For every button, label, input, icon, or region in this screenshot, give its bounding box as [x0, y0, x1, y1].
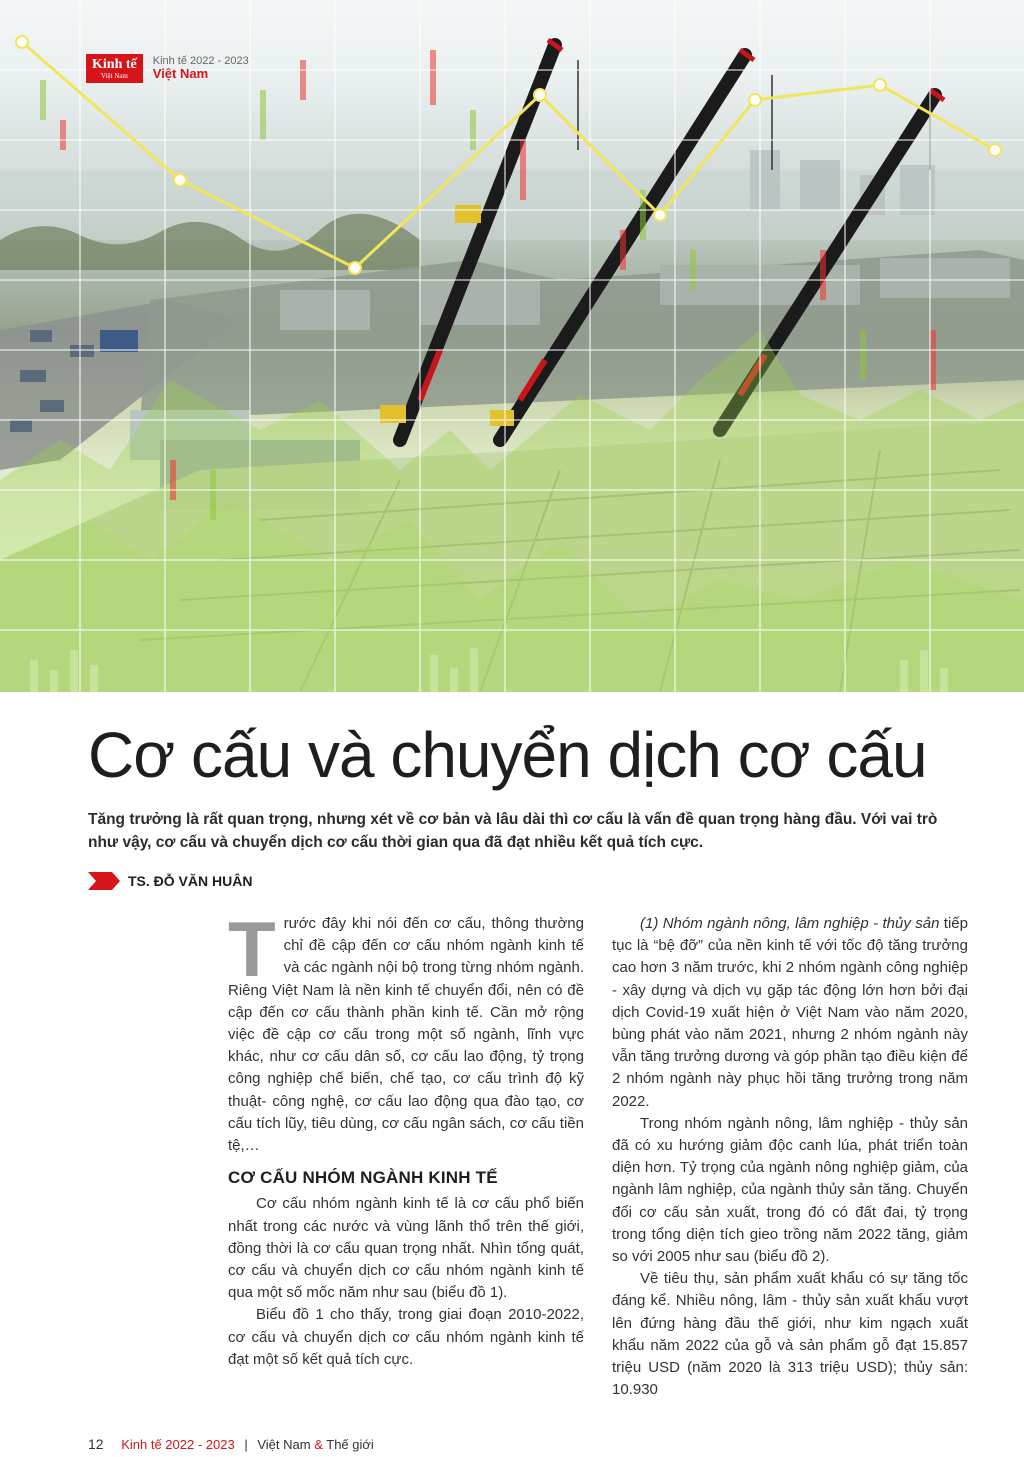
magazine-brand	[86, 54, 249, 83]
paragraph: Cơ cấu nhóm ngành kinh tế là cơ cấu phổ biến nhất trong các nước và vùng lãnh thổ trên thế giới, đồng thời là cơ cấu quan trọng nhất. Nhìn tổng quát, cơ cấu và chuyển dịch cơ cấu nhóm ngành kinh tế qua một số mốc năm như sau (biểu đồ 1).	[228, 1195, 584, 1302]
paragraph-text: tiếp tục là “bệ đỡ” của nền kinh tế với tốc độ tăng trưởng cao hơn 3 năm trước, khi 2 nhóm ngành công nghiệp - xây dựng và dịch vụ gặp tác động lớn hơn bởi đại dịch Covid-19 xuất hiện ở Việt Nam vào năm 2020, bùng phát vào năm 2021, nhưng 2 nhóm ngành này vẫn tăng trưởng dương và góp phần tạo điều kiện để 2 nhóm ngành này phục hồi tăng trưởng trong năm 2022.	[612, 915, 968, 1110]
page-footer	[88, 1436, 374, 1452]
author-name: TS. ĐỖ VĂN HUÂN	[128, 873, 253, 889]
article-title: Cơ cấu và chuyển dịch cơ cấu	[88, 719, 927, 791]
section-heading: CƠ CẤU NHÓM NGÀNH KINH TẾ	[228, 1168, 498, 1188]
logo-line2: Việt Nam	[100, 72, 128, 80]
page-number: 12	[88, 1436, 104, 1452]
country-label: Việt Nam	[152, 66, 209, 82]
footer-section-b: Thế giới	[326, 1437, 374, 1452]
hero-image	[0, 0, 1024, 692]
intro-text: rước đây khi nói đến cơ cấu, thông thường chỉ đề cập đến cơ cấu nhóm ngành kinh tế và các ngành nội bộ trong từng nhóm ngành. Riêng Việt Nam là nền kinh tế chuyển đổi, nên có đề cập đến cơ cấu thành phần kinh tế. Cần mở rộng việc đề cập cơ cấu trong một số ngành, lĩnh vực khác, như cơ cấu dân số, cơ cấu lao động, tỷ trọng công nghiệp chế biến, chế tạo, cơ cấu trình độ kỹ thuật- công nghệ, cơ cấu lao động qua đào tạo, cơ cấu tích lũy, tiêu dùng, cơ cấu ngân sách, cơ cấu tiền tệ,…	[228, 915, 584, 1155]
arrow-icon	[88, 872, 120, 890]
column-left	[228, 905, 584, 1371]
italic-lead-in: (1) Nhóm ngành nông, lâm nghiệp - thủy sản	[640, 915, 940, 932]
footer-magazine: Kinh tế 2022 - 2023	[121, 1437, 235, 1452]
logo-line1: Kinh tế	[92, 57, 137, 72]
paragraph: Biểu đồ 1 cho thấy, trong giai đoạn 2010-2022, cơ cấu và chuyển dịch cơ cấu nhóm ngành kinh tế đạt một số kết quả tích cực.	[228, 1306, 584, 1368]
magazine-logo	[86, 54, 143, 83]
column-right	[612, 913, 968, 1401]
hero-illustration	[0, 0, 1024, 692]
paragraph	[612, 913, 968, 1113]
issue-label: Kinh tế 2022 - 2023	[152, 55, 249, 68]
paragraph: Về tiêu thụ, sản phẩm xuất khẩu có sự tăng tốc đáng kể. Nhiều nông, lâm - thủy sản xuất khẩu vượt lên đứng hàng đầu thế giới, như kim ngạch xuất khẩu năm 2022 của gỗ và sản phẩm gỗ đạt 15.857 triệu USD (năm 2020 là 313 triệu USD); thủy sản: 10.930	[612, 1270, 968, 1399]
byline	[88, 872, 252, 890]
paragraph-intro	[228, 905, 584, 1157]
brand-text	[153, 55, 249, 81]
footer-amp: &	[314, 1437, 323, 1452]
footer-section-a: Việt Nam	[257, 1437, 311, 1452]
paragraph: Trong nhóm ngành nông, lâm nghiệp - thủy sản đã có xu hướng giảm độc canh lúa, phát triển toàn diện hơn. Tỷ trọng của ngành nông nghiệp giảm, của ngành lâm nghiệp, của ngành thủy sản tăng. Chuyển đổi cơ cấu sản xuất, trong đó có đất đai, tỷ trọng trong tổng diện tích gieo trồng năm 2022 tăng, giảm so với 2005 như sau (biểu đồ 2).	[612, 1114, 968, 1266]
footer-separator: |	[244, 1437, 248, 1452]
drop-cap: T	[228, 905, 276, 993]
article-lead: Tăng trưởng là rất quan trọng, nhưng xét về cơ bản và lâu dài thì cơ cấu là vấn đề quan trọng hàng đầu. Với vai trò như vậy, cơ cấu và chuyển dịch cơ cấu thời gian qua đã đạt nhiều kết quả tích cực.	[88, 811, 938, 851]
